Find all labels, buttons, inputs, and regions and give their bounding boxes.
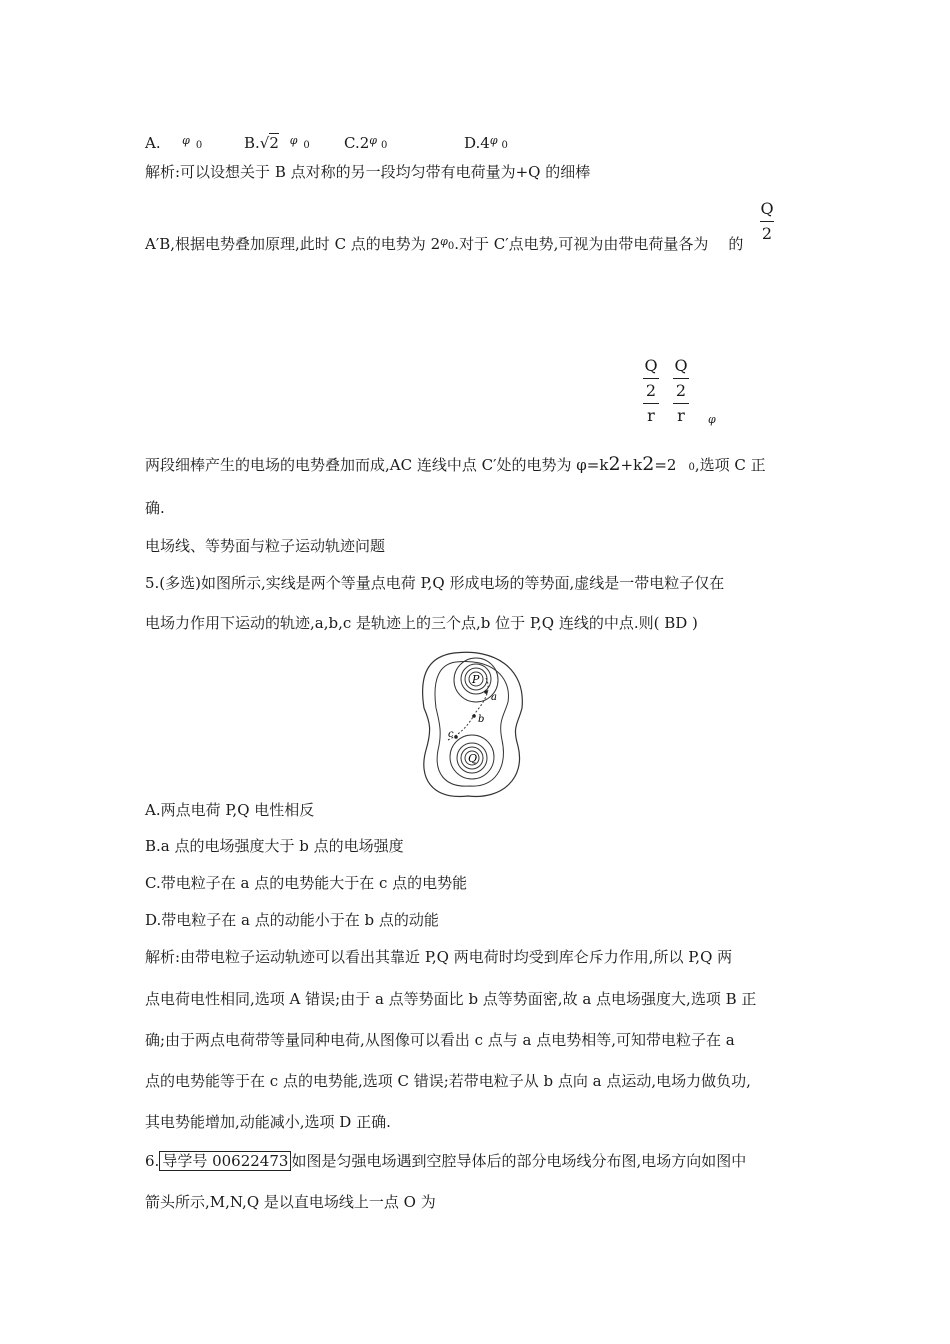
option-c-label: C.2 xyxy=(344,134,370,152)
analysis1-line2: A′B,根据电势叠加原理,此时 C 点的电势为 $2^\varphi 0$.对于 C′点电势,可视为由带电荷量各为 的 xyxy=(145,235,744,253)
q5-line2: 电场力作用下运动的轨迹,a,b,c 是轨迹上的三个点,b 位于 P,Q 连线的中点.则( BD ) xyxy=(145,614,698,632)
phi-small: φ xyxy=(708,413,716,426)
analysis1-fraction-1: Q 2 r xyxy=(644,356,658,425)
q6-line2: 箭头所示,M,N,Q 是以直电场线上一点 O 为 xyxy=(145,1193,436,1211)
q5-option-b: B.a 点的电场强度大于 b 点的电场强度 xyxy=(145,837,404,855)
option-d-sub: 0 xyxy=(501,140,508,151)
q5-option-c: C.带电粒子在 a 点的电势能大于在 c 点的电势能 xyxy=(145,874,468,892)
label-a: a xyxy=(491,692,497,703)
option-b-sqrt: √ xyxy=(259,134,270,152)
option-b-label: B. xyxy=(244,134,260,152)
option-c xyxy=(344,131,387,156)
label-c: c xyxy=(448,729,454,740)
option-d-symbol: φ xyxy=(489,134,498,147)
q5-analysis-4: 点的电势能等于在 c 点的电势能,选项 C 错误;若带电粒子从 b 点向 a 点运动,电场力做负功, xyxy=(145,1072,751,1090)
q6-line1 xyxy=(145,1151,746,1171)
option-a-sub: 0 xyxy=(195,140,203,151)
option-b-symbol: φ xyxy=(289,134,298,147)
analysis1-fraction-2: Q 2 r xyxy=(674,356,688,425)
section-title: 电场线、等势面与粒子运动轨迹问题 xyxy=(145,537,386,555)
point-c xyxy=(454,735,458,739)
label-b: b xyxy=(478,714,485,725)
q5-option-a: A.两点电荷 P,Q 电性相反 xyxy=(145,801,315,819)
label-q: Q xyxy=(468,752,478,765)
q5-analysis-1: 解析:由带电粒子运动轨迹可以看出其靠近 P,Q 两电荷时均受到库仑斥力作用,所以 P,Q 两 xyxy=(145,948,733,966)
option-c-symbol: φ xyxy=(369,134,377,147)
option-a-label: A. xyxy=(145,134,161,152)
q5-line1: 5.(多选)如图所示,实线是两个等量点电荷 P,Q 形成电场的等势面,虚线是一带电粒子仅在 xyxy=(145,574,725,592)
option-c-sub: 0 xyxy=(380,140,388,151)
q5-analysis-3: 确;由于两点电荷带等量同种电荷,从图像可以看出 c 点与 a 点电势相等,可知带电粒子在 a xyxy=(145,1031,735,1049)
q5-analysis-5: 其电势能增加,动能减小,选项 D 正确. xyxy=(145,1113,391,1131)
option-d-label: D.4 xyxy=(464,134,490,152)
q6-guide-number: 导学号 00622473 xyxy=(159,1151,291,1171)
analysis1-line1: 解析:可以设想关于 B 点对称的另一段均匀带有电荷量为+Q 的细棒 xyxy=(145,163,591,181)
q6-line1-text: 如图是匀强电场遇到空腔导体后的部分电场线分布图,电场方向如图中 xyxy=(291,1152,747,1170)
equipotential-figure xyxy=(414,650,534,800)
point-b xyxy=(472,714,476,718)
option-b-radicand: 2 xyxy=(269,134,279,152)
analysis1-line3: 两段细棒产生的电场的电势叠加而成,AC 连线中点 C′处的电势为 φ=k2+k2=2 0,选项 C 正 xyxy=(145,453,766,475)
label-p: P xyxy=(472,673,480,686)
option-b xyxy=(244,131,310,156)
q5-analysis-2: 点电荷电性相同,选项 A 错误;由于 a 点等势面比 b 点等势面密,故 a 点电场强度大,选项 B 正 xyxy=(145,990,757,1008)
options-row xyxy=(145,131,202,156)
analysis1-line4: 确. xyxy=(145,499,165,517)
analysis1-fraction-q-over-2: Q 2 xyxy=(760,199,774,243)
option-d xyxy=(464,131,508,156)
q5-option-d: D.带电粒子在 a 点的动能小于在 b 点的动能 xyxy=(145,911,439,929)
option-b-sub: 0 xyxy=(303,140,310,151)
q6-number: 6. xyxy=(145,1152,160,1170)
option-a-symbol: φ xyxy=(182,134,190,147)
point-a xyxy=(484,690,488,694)
